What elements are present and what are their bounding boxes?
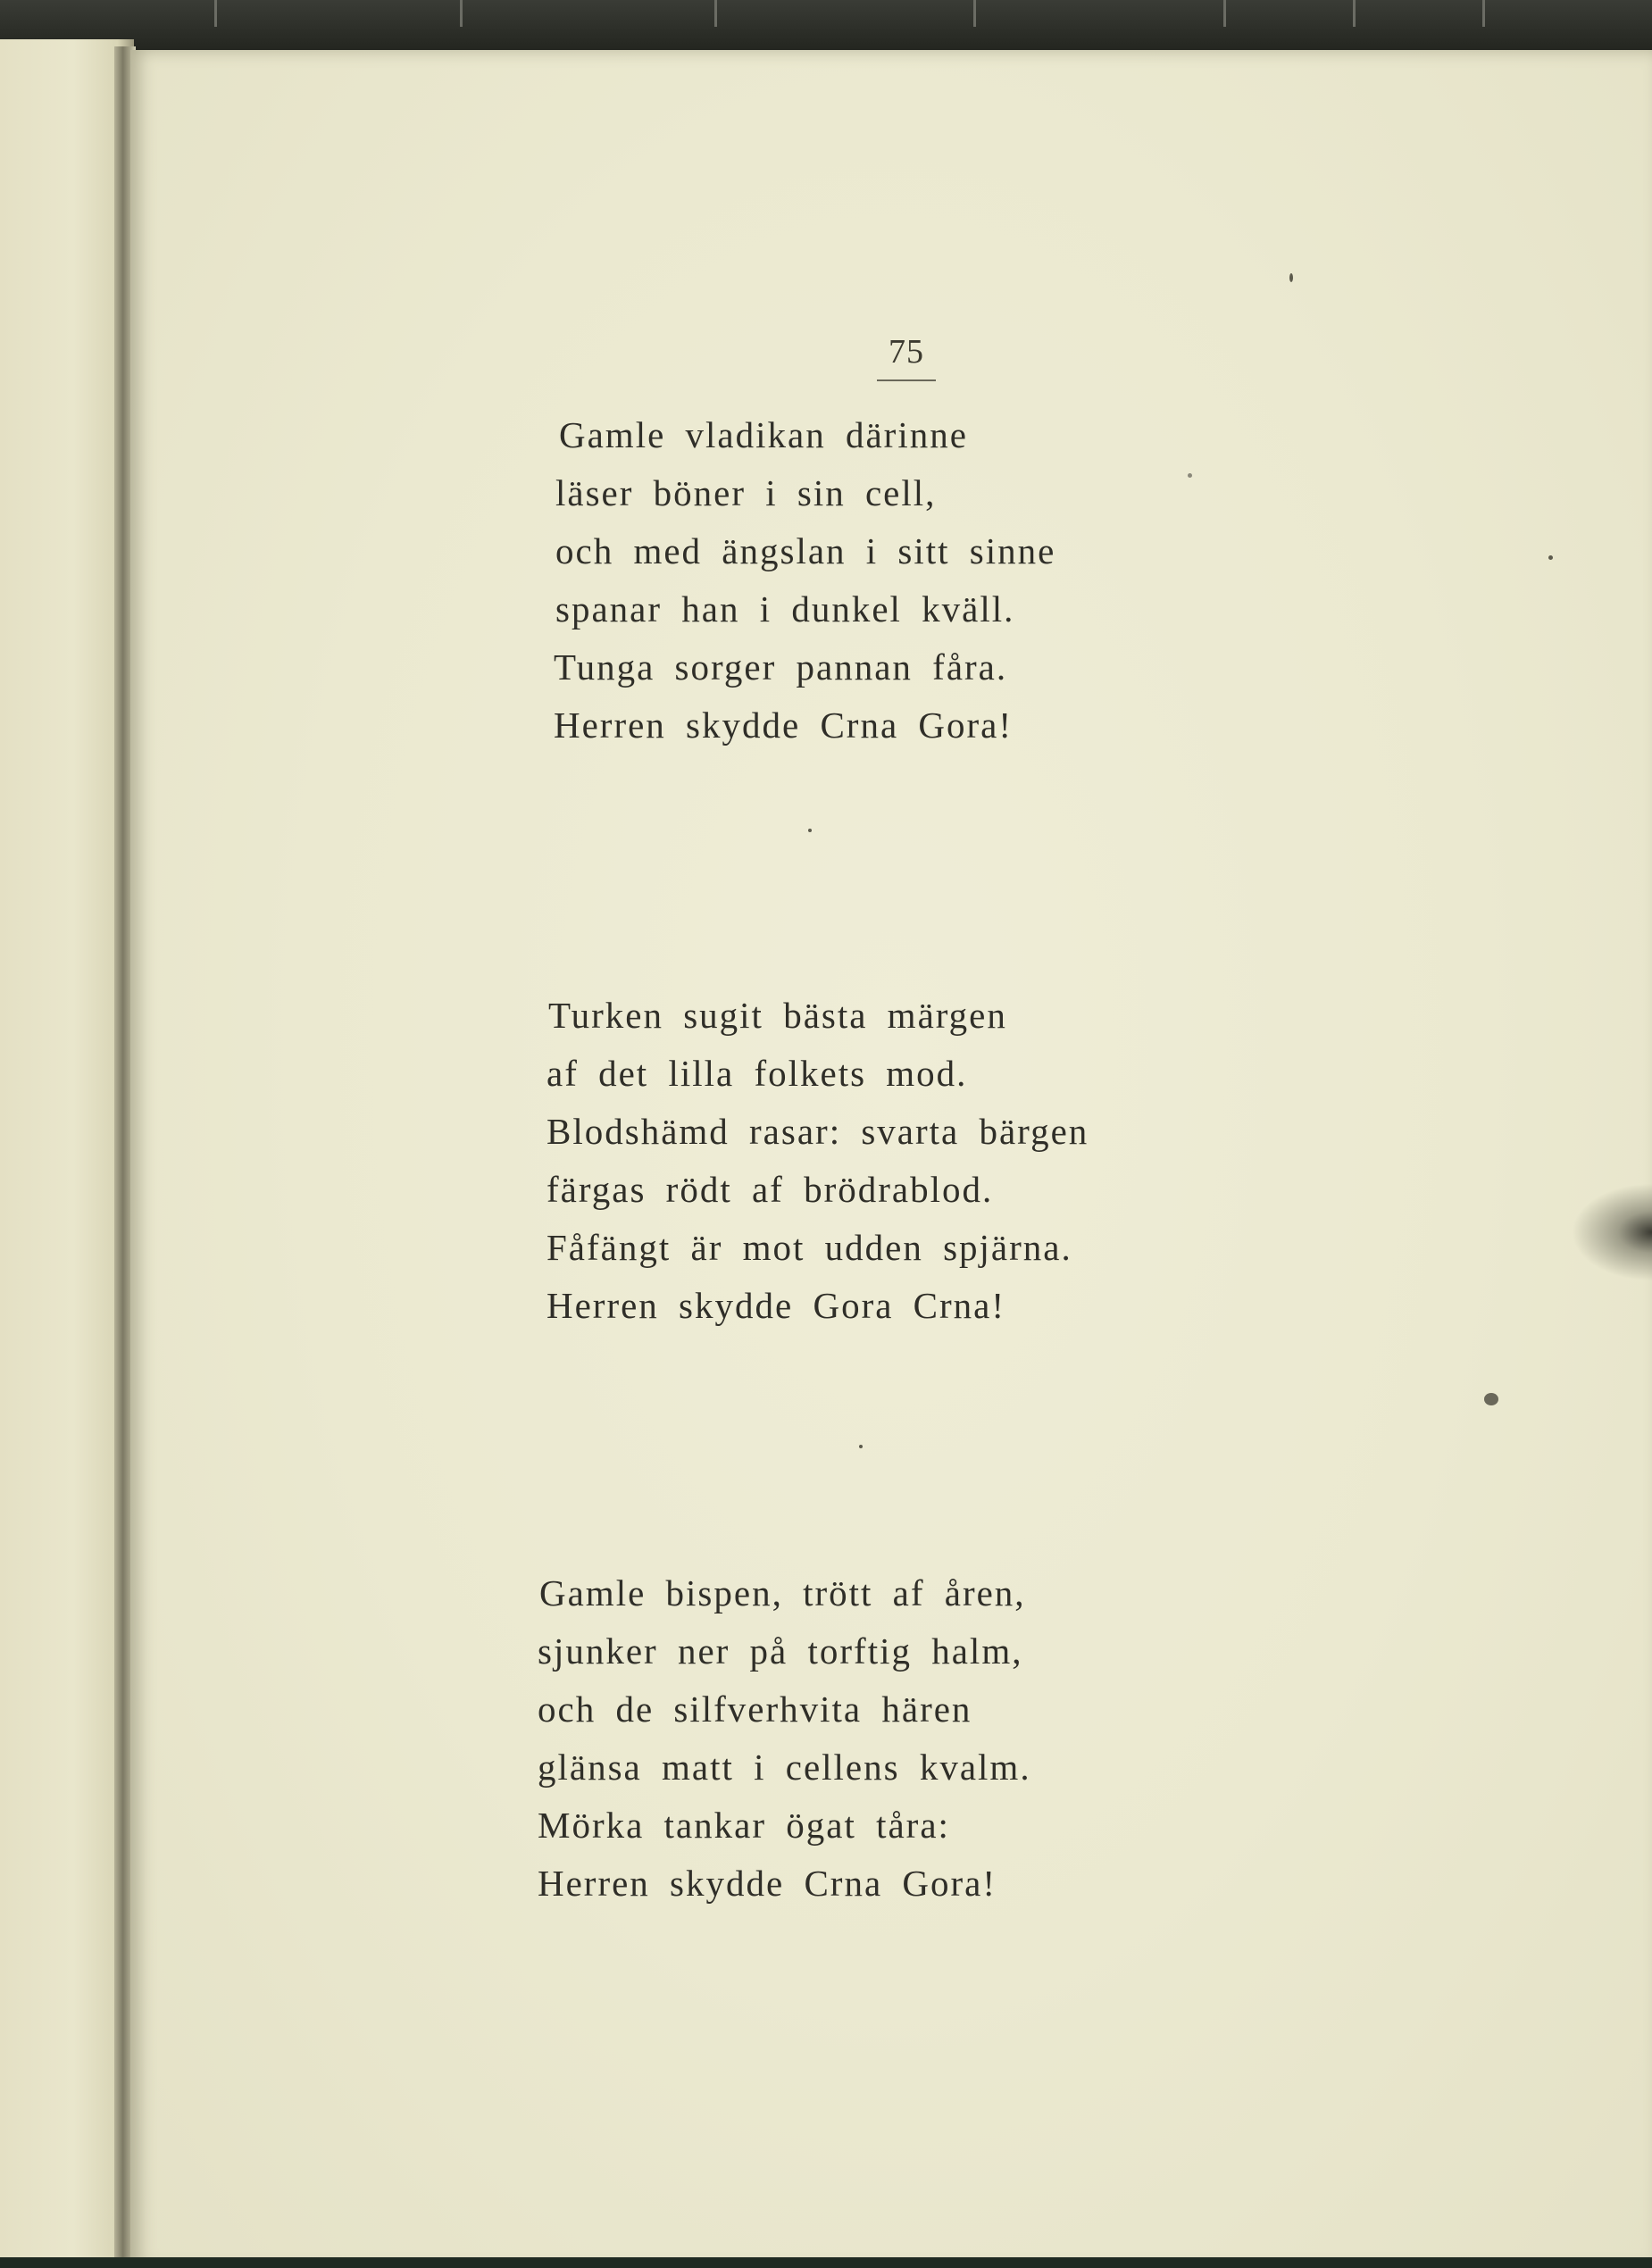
page-edge-shadow	[1572, 1183, 1652, 1281]
verse-line: och med ängslan i sitt sinne	[555, 530, 1056, 571]
verse-line: spanar han i dunkel kväll.	[555, 588, 1015, 630]
verse-line: Mörka tankar ögat tåra:	[538, 1805, 950, 1846]
paper-speck	[859, 1445, 863, 1448]
page-number-rule	[877, 379, 936, 381]
verse-line: färgas rödt af brödrablod.	[546, 1169, 994, 1210]
verse-line: Turken sugit bästa märgen	[548, 995, 1007, 1036]
verse-line: Gamle vladikan därinne	[559, 414, 968, 455]
scanner-tick	[1223, 0, 1226, 27]
paper-speck	[1484, 1393, 1498, 1405]
paper-speck	[1289, 273, 1293, 282]
stanza-1	[554, 406, 1055, 755]
scanner-bottom-edge	[0, 2257, 1652, 2268]
verse-line: Herren skydde Crna Gora!	[554, 705, 1014, 746]
scanner-edge	[0, 0, 1652, 52]
verse-line: och de silfverhvita hären	[538, 1688, 972, 1730]
verse-line: Herren skydde Gora Crna!	[546, 1285, 1006, 1326]
scanner-tick	[1482, 0, 1485, 27]
page-number: 75	[889, 333, 924, 371]
verse-line: läser böner i sin cell,	[555, 472, 937, 513]
paper-speck	[1548, 555, 1553, 560]
verse-line: Tunga sorger pannan fåra.	[554, 646, 1008, 688]
verse-line: Fåfängt är mot udden spjärna.	[546, 1227, 1072, 1268]
verse-line: glänsa matt i cellens kvalm.	[538, 1747, 1031, 1788]
scanner-tick	[973, 0, 976, 27]
verse-line: Herren skydde Crna Gora!	[538, 1863, 997, 1904]
scanner-tick	[460, 0, 463, 27]
paper-speck	[808, 829, 812, 832]
scanner-tick	[1353, 0, 1356, 27]
scanner-tick	[214, 0, 217, 27]
verse-line: af det lilla folkets mod.	[546, 1053, 968, 1094]
verse-line: sjunker ner på torftig halm,	[538, 1630, 1023, 1672]
verse-line: Gamle bispen, trött af åren,	[539, 1572, 1026, 1613]
verse-line: Blodshämd rasar: svarta bärgen	[546, 1111, 1089, 1152]
stanza-2	[546, 987, 1089, 1335]
stanza-3	[538, 1564, 1031, 1913]
paper-speck	[1188, 473, 1192, 478]
scanner-tick	[714, 0, 717, 27]
